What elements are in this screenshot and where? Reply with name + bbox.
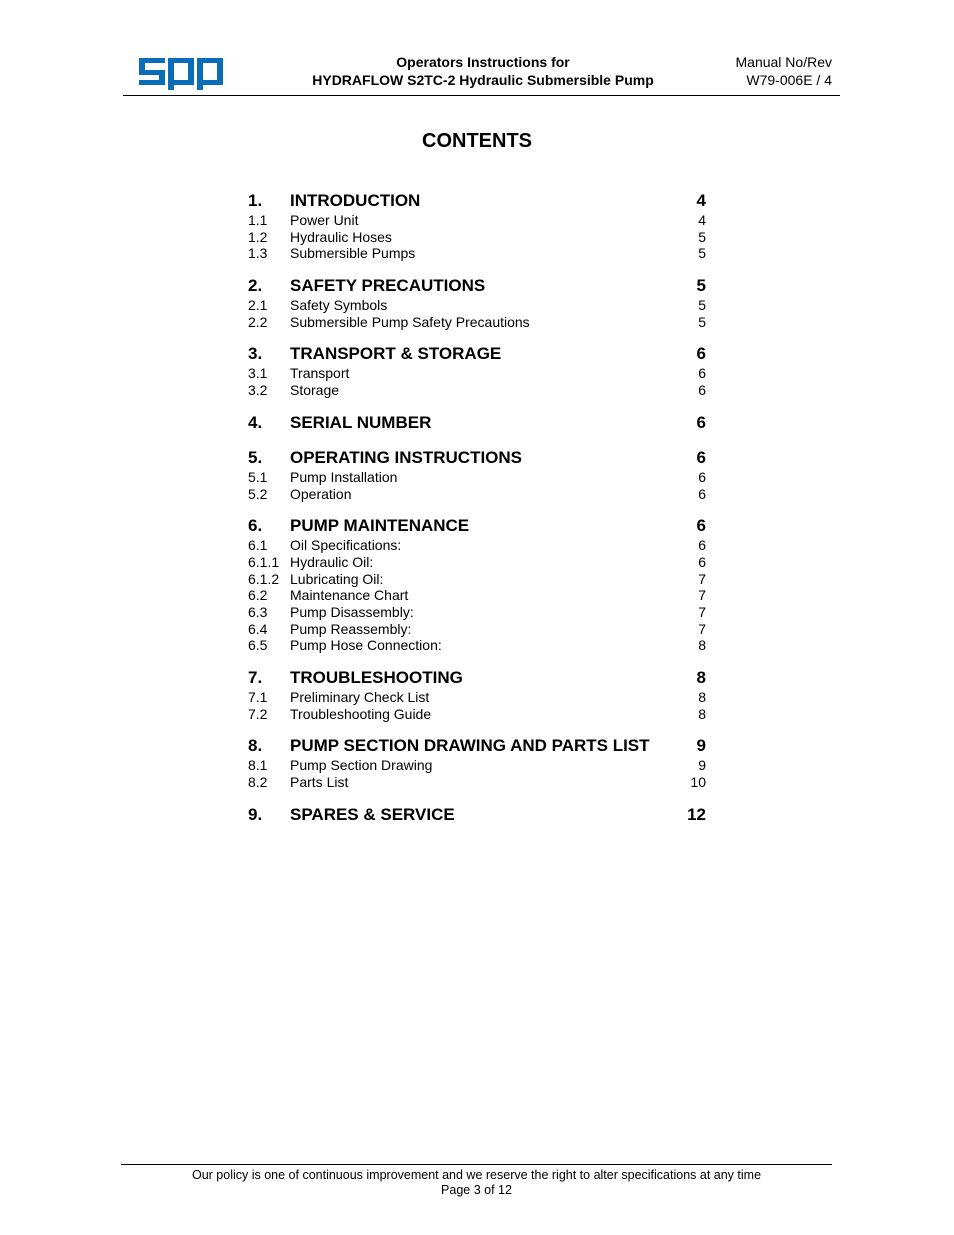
toc-subsection-page: 8 (698, 637, 706, 654)
toc-subsection-title: Storage (290, 382, 340, 399)
toc-section-heading[interactable] (248, 515, 706, 537)
toc-section-num: 8. (248, 736, 263, 756)
toc-section-title: TRANSPORT & STORAGE (290, 344, 502, 364)
toc-subsection-title: Transport (290, 365, 350, 382)
toc-subsection-page: 7 (698, 570, 706, 587)
toc-subsection-title: Pump Reassembly: (290, 620, 412, 637)
title-line-1: Operators Instructions for (396, 54, 570, 70)
toc-subsection-title: Lubricating Oil: (290, 570, 384, 587)
toc-section-heading[interactable] (248, 343, 706, 365)
toc-subsection[interactable] (248, 706, 706, 723)
toc-subsection-num: 7.2 (248, 705, 268, 722)
toc-subsection[interactable] (248, 212, 706, 229)
toc-subsection-page: 6 (698, 365, 706, 382)
toc-subsection-page: 6 (698, 485, 706, 502)
toc-subsection-page: 6 (698, 553, 706, 570)
toc-subsection-num: 6.5 (248, 637, 268, 654)
table-of-contents (248, 190, 706, 839)
toc-section-heading[interactable] (248, 667, 706, 689)
toc-subsection-num: 6.3 (248, 603, 268, 620)
toc-subsection[interactable] (248, 621, 706, 638)
page-header (123, 48, 840, 96)
toc-section-page: 6 (696, 344, 706, 364)
spp-logo (139, 58, 223, 90)
toc-subsection[interactable] (248, 365, 706, 382)
toc-section (248, 343, 706, 398)
toc-subsection[interactable] (248, 382, 706, 399)
toc-section-page: 5 (696, 276, 706, 296)
toc-subsection-title: Submersible Pump Safety Precautions (290, 313, 530, 330)
manual-info (736, 53, 833, 89)
toc-subsection-page: 7 (698, 620, 706, 637)
toc-section-title: SAFETY PRECAUTIONS (290, 276, 486, 296)
toc-subsection-page: 4 (698, 212, 706, 228)
toc-subsection[interactable] (248, 689, 706, 706)
toc-subsection-num: 2.1 (248, 297, 268, 314)
toc-subsection[interactable] (248, 637, 706, 654)
toc-section (248, 515, 706, 654)
toc-section-num: 3. (248, 344, 263, 364)
toc-subsection[interactable] (248, 469, 706, 486)
toc-subsection-title: Safety Symbols (290, 297, 388, 314)
toc-subsection-title: Submersible Pumps (290, 245, 416, 262)
toc-subsection[interactable] (248, 757, 706, 774)
toc-subsection-num: 8.2 (248, 774, 268, 791)
toc-subsection[interactable] (248, 604, 706, 621)
document-title (283, 53, 683, 89)
toc-subsection-title: Oil Specifications: (290, 537, 402, 554)
page-footer (121, 1164, 832, 1198)
toc-subsection-title: Power Unit (290, 212, 359, 228)
toc-subsection-title: Parts List (290, 774, 349, 791)
toc-subsection-num: 5.2 (248, 485, 268, 502)
toc-section (248, 412, 706, 434)
toc-section-heading[interactable] (248, 275, 706, 297)
toc-section (248, 667, 706, 722)
toc-section-page: 6 (696, 516, 706, 536)
toc-subsection-num: 6.1.2 (248, 570, 280, 587)
policy-text: Our policy is one of continuous improvement and we reserve the right to alter specifications at any time (191, 1168, 762, 1182)
toc-subsection-num: 6.4 (248, 620, 268, 637)
toc-section-num: 1. (248, 191, 263, 210)
toc-section-heading[interactable] (248, 804, 706, 826)
toc-subsection-num: 6.1.1 (248, 553, 280, 570)
toc-section-title: SERIAL NUMBER (290, 412, 432, 432)
toc-subsection[interactable] (248, 486, 706, 503)
page-number: Page 3 of 12 (441, 1183, 512, 1197)
toc-subsection[interactable] (248, 229, 706, 246)
toc-section-title: TROUBLESHOOTING (290, 668, 463, 687)
toc-section-title: INTRODUCTION (290, 191, 421, 210)
contents-heading: CONTENTS (422, 130, 532, 152)
toc-section (248, 190, 706, 262)
toc-section-page: 4 (696, 191, 706, 210)
toc-subsection-num: 2.2 (248, 313, 268, 330)
toc-subsection-title: Pump Hose Connection: (290, 637, 442, 654)
toc-subsection-page: 9 (698, 757, 706, 774)
toc-subsection-page: 7 (698, 587, 706, 604)
toc-subsection-title: Hydraulic Hoses (290, 228, 392, 245)
toc-subsection-page: 5 (698, 245, 706, 262)
toc-subsection-num: 6.1 (248, 537, 268, 554)
toc-subsection-page: 5 (698, 313, 706, 330)
toc-subsection-page: 6 (698, 537, 706, 554)
toc-subsection[interactable] (248, 537, 706, 554)
toc-subsection[interactable] (248, 245, 706, 262)
toc-subsection-page: 10 (690, 774, 706, 791)
toc-subsection-title: Maintenance Chart (290, 587, 409, 604)
toc-section-heading[interactable] (248, 190, 706, 212)
toc-section-page: 12 (687, 804, 706, 824)
toc-subsection-num: 6.2 (248, 587, 268, 604)
title-line-2: HYDRAFLOW S2TC-2 Hydraulic Submersible Pump (312, 72, 654, 88)
toc-subsection-title: Pump Section Drawing (290, 757, 433, 774)
toc-section-num: 6. (248, 516, 263, 536)
toc-section (248, 735, 706, 790)
toc-subsection-title: Operation (290, 485, 352, 502)
toc-subsection[interactable] (248, 314, 706, 331)
toc-subsection-page: 7 (698, 603, 706, 620)
toc-subsection[interactable] (248, 774, 706, 791)
toc-section-heading[interactable] (248, 412, 706, 434)
toc-subsection-num: 1.1 (248, 212, 268, 228)
toc-section-num: 9. (248, 804, 263, 824)
toc-subsection-page: 8 (698, 689, 706, 705)
toc-subsection-num: 8.1 (248, 757, 268, 774)
toc-section-num: 5. (248, 447, 263, 467)
toc-subsection-page: 8 (698, 705, 706, 722)
toc-section-page: 8 (696, 668, 706, 687)
toc-section (248, 447, 706, 502)
toc-subsection-title: Troubleshooting Guide (290, 705, 432, 722)
toc-section (248, 275, 706, 330)
toc-section-num: 7. (248, 668, 263, 687)
toc-subsection[interactable] (248, 554, 706, 571)
toc-subsection[interactable] (248, 297, 706, 314)
toc-subsection[interactable] (248, 571, 706, 588)
toc-subsection-num: 7.1 (248, 689, 268, 705)
toc-subsection-page: 5 (698, 297, 706, 314)
toc-section-num: 4. (248, 412, 263, 432)
manual-number: W79-006E / 4 (746, 72, 832, 88)
toc-subsection-title: Pump Installation (290, 468, 398, 485)
toc-section-title: SPARES & SERVICE (290, 804, 455, 824)
toc-section-heading[interactable] (248, 735, 706, 757)
toc-section-page: 9 (696, 736, 706, 756)
toc-section-page: 6 (696, 447, 706, 467)
toc-subsection-title: Pump Disassembly: (290, 603, 414, 620)
toc-subsection-num: 3.2 (248, 382, 268, 399)
toc-section-title: PUMP MAINTENANCE (290, 516, 470, 536)
toc-subsection-title: Hydraulic Oil: (290, 553, 374, 570)
toc-subsection-page: 6 (698, 468, 706, 485)
toc-subsection-num: 3.1 (248, 365, 268, 382)
toc-section (248, 804, 706, 826)
toc-section-page: 6 (696, 412, 706, 432)
toc-subsection-page: 5 (698, 228, 706, 245)
toc-section-title: OPERATING INSTRUCTIONS (290, 447, 523, 467)
toc-subsection-page: 6 (698, 382, 706, 399)
toc-section-heading[interactable] (248, 447, 706, 469)
toc-subsection-num: 1.3 (248, 245, 268, 262)
toc-subsection[interactable] (248, 587, 706, 604)
toc-section-num: 2. (248, 276, 263, 296)
toc-subsection-title: Preliminary Check List (290, 689, 430, 705)
toc-section-title: PUMP SECTION DRAWING AND PARTS LIST (290, 736, 650, 756)
toc-subsection-num: 1.2 (248, 228, 268, 245)
manual-label: Manual No/Rev (735, 54, 832, 70)
toc-subsection-num: 5.1 (248, 468, 268, 485)
